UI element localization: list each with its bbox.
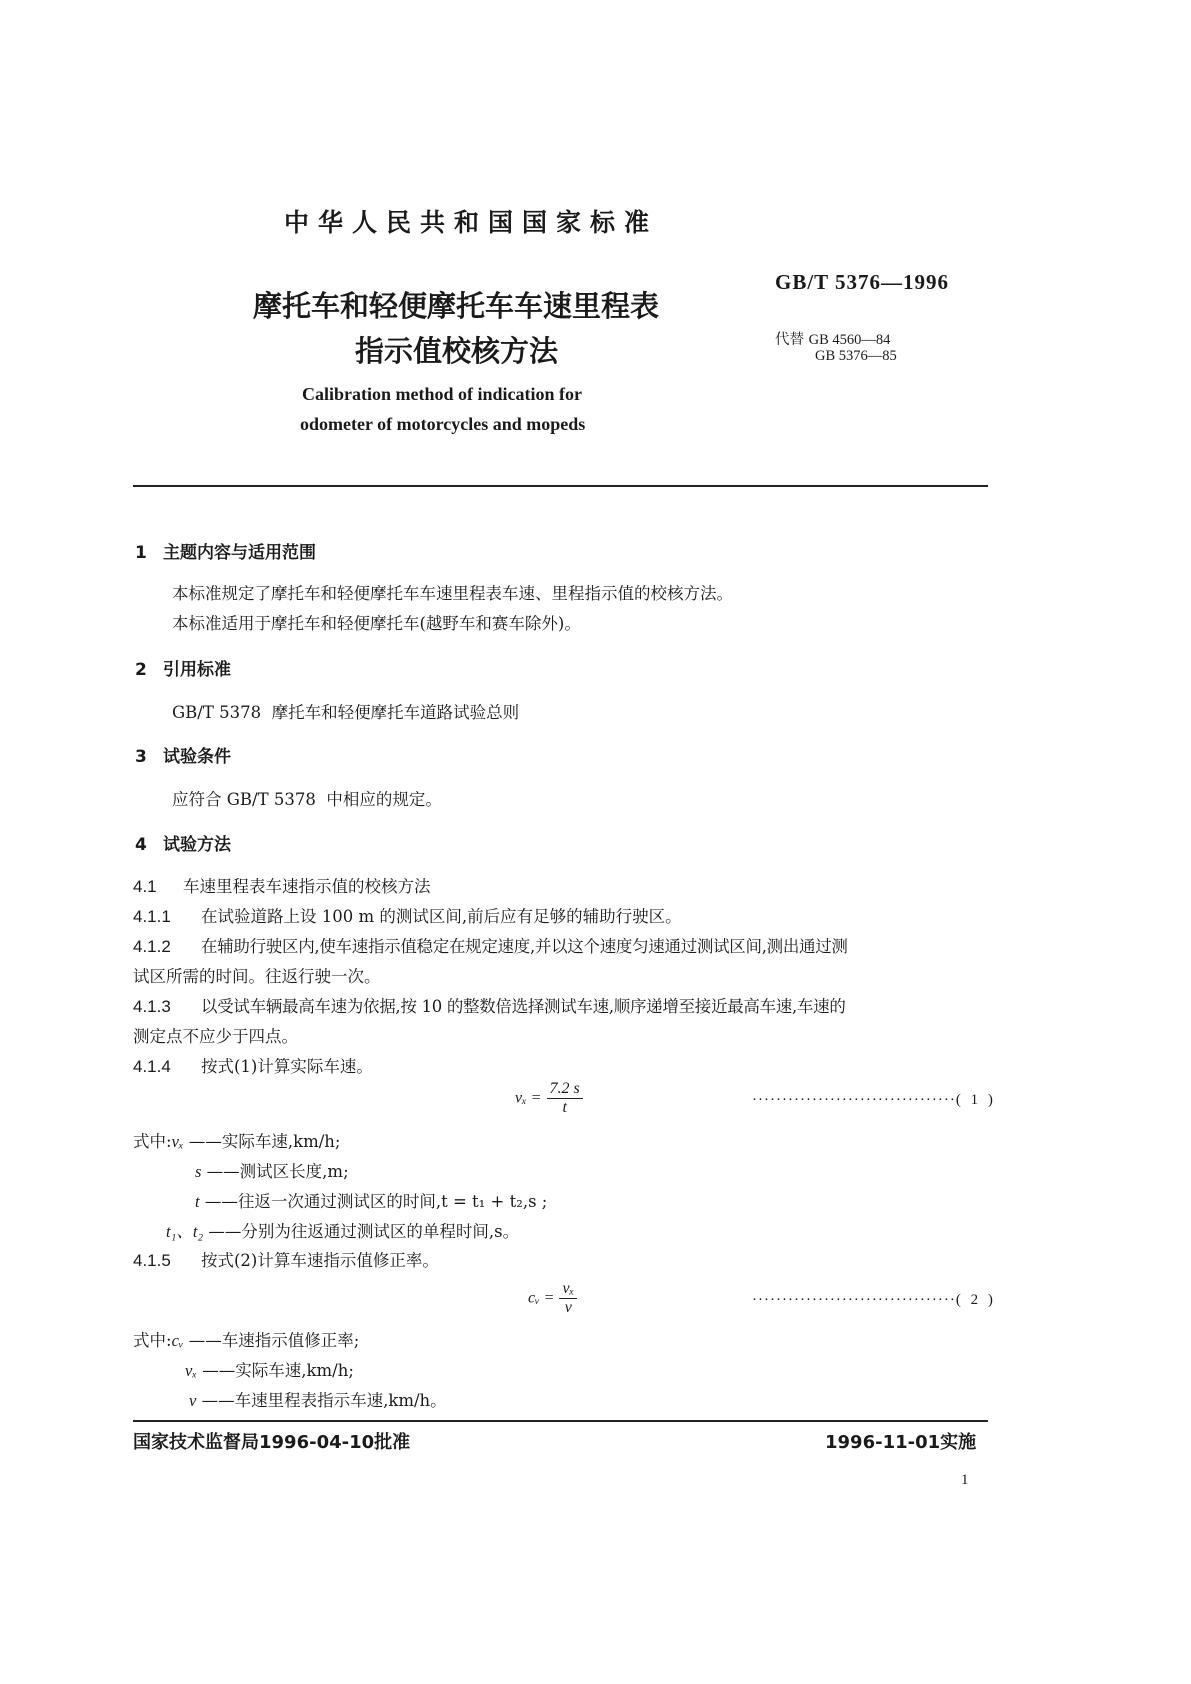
section-1-heading: 1 主题内容与适用范围 [135,543,316,563]
standard-code: GB/T 5376—1996 [775,270,950,294]
section-2-heading: 2 引用标准 [135,660,231,680]
formula-1-leader: ··································( 1 ) [752,1092,996,1108]
section-1-para-2: 本标准适用于摩托车和轻便摩托车(越野车和赛车除外)。 [172,614,581,633]
clause-4-1-3-cont: 测定点不应少于四点。 [133,1027,298,1046]
where-2: 式中:cᵥ ——车速指示值修正率; vₓ ——实际车速,km/h; v ——车速里程表指示车速,km/h。 [133,1331,447,1410]
clause-4-1-1: 4.1.1 在试验道路上设 100 m 的测试区间,前后应有足够的辅助行驶区。 [133,907,682,926]
page-number: 1 [961,1472,969,1488]
effective-date: 1996-11-01实施 [825,1432,977,1453]
replaces-block [775,332,897,364]
section-3-heading: 3 试验条件 [135,747,231,767]
title-line1: 摩托车和轻便摩托车车速里程表 [253,289,660,323]
footer-divider [133,1420,988,1422]
formula-2: cᵥ = $\frac{\text{vₓ}}{v}$ [528,1280,577,1317]
formula-1: vₓ = $\frac{7.2 s}{t}$ [515,1080,583,1117]
clause-4-1-3: 4.1.3 以受试车辆最高车速为依据,按 10 的整数倍选择测试车速,顺序递增至接近最高车速,车速的 [133,997,846,1016]
replaces-1: GB 4560—84 [808,332,891,348]
english-title-2: odometer of motorcycles and mopeds [300,414,586,434]
section-1-para-1: 本标准规定了摩托车和轻便摩托车车速里程表车速、里程指示值的校核方法。 [172,584,733,603]
clause-4-1-2: 4.1.2 在辅助行驶区内,使车速指示值稳定在规定速度,并以这个速度匀速通过测试区间,测出通过测 [133,937,848,956]
title-line2: 指示值校核方法 [355,334,559,368]
section-2-para: GB/T 5378 摩托车和轻便摩托车道路试验总则 [172,703,520,722]
replaces-label: 代替 [775,332,804,348]
header-divider [133,485,988,487]
section-3-para: 应符合 GB/T 5378 中相应的规定。 [172,790,442,809]
english-title-1: Calibration method of indication for [302,384,583,404]
approval-date: 国家技术监督局1996-04-10批准 [133,1432,411,1453]
replaces-2: GB 5376—85 [815,348,897,364]
clause-4-1-4: 4.1.4 按式(1)计算实际车速。 [133,1057,373,1076]
formula-2-leader: ··································( 2 ) [752,1292,996,1308]
clause-4-1: 4.1 车速里程表车速指示值的校核方法 [133,877,431,896]
clause-4-1-2-cont: 试区所需的时间。往返行驶一次。 [133,967,381,986]
section-4-heading: 4 试验方法 [135,835,231,855]
org-heading: 中华人民共和国国家标准 [284,208,659,237]
clause-4-1-5: 4.1.5 按式(2)计算车速指示值修正率。 [133,1251,439,1270]
where-1: 式中:vₓ ——实际车速,km/h; s ——测试区长度,m; t ——往返一次通过测试区的时间,t = t₁ + t₂,s ; t₁、t₂ ——分别为往返通过测试区的单程时间,s。 [133,1132,548,1241]
